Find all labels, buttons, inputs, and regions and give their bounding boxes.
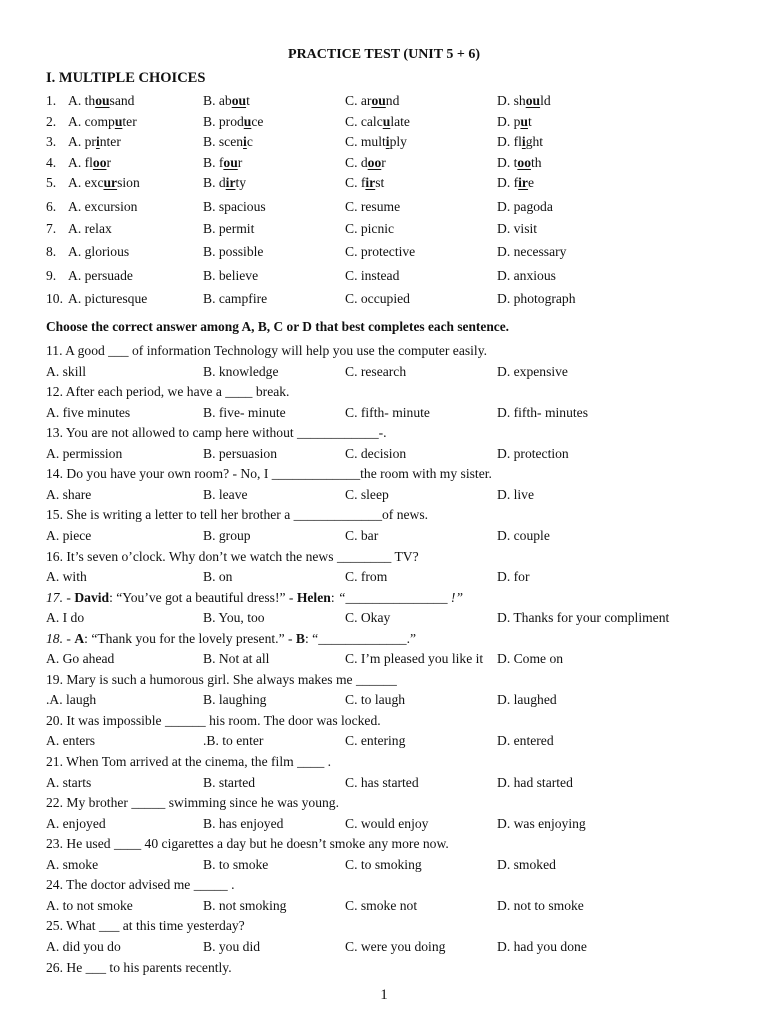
option-a: A. Go ahead	[46, 651, 115, 667]
option-b: .B. to enter	[203, 733, 264, 749]
option-c: C. picnic	[345, 221, 395, 236]
question-text: 23. He used ____ 40 cigarettes a day but he doesn’t smoke any more now.	[46, 836, 449, 852]
option-a: A. picturesque	[68, 291, 148, 306]
option-a: A. permission	[46, 445, 123, 461]
option-c: C. occupied	[345, 291, 410, 306]
option-b: B. dirty	[203, 175, 247, 191]
option-d: D. live	[497, 486, 534, 502]
option-d: D. Come on	[497, 651, 564, 667]
option-b: B. knowledge	[203, 363, 279, 379]
question-text: 14. Do you have your own room? - No, I _____________the room with my sister.	[46, 466, 492, 482]
option-a: .A. laugh	[46, 692, 97, 708]
pronunciation-row	[0, 174, 768, 192]
option-b: B. leave	[203, 486, 248, 502]
option-d: D. protection	[497, 445, 569, 461]
pronunciation-row	[0, 154, 768, 172]
option-c: C. protective	[345, 244, 416, 259]
page-number: 1	[380, 987, 388, 1003]
question-text: 19. Mary is such a humorous girl. She always makes me ______	[46, 671, 397, 687]
option-c: C. would enjoy	[345, 815, 429, 831]
option-b: B. on	[203, 569, 233, 585]
option-d: D. fire	[497, 175, 535, 191]
question-number: 3.	[46, 134, 57, 150]
instruction: Choose the correct answer among A, B, C or D that best completes each sentence.	[46, 319, 510, 334]
option-d: D. Thanks for your compliment	[497, 610, 670, 626]
option-c: C. were you doing	[345, 938, 446, 954]
option-a: A. enters	[46, 733, 96, 749]
question-number: 6.	[46, 199, 57, 214]
answer-options-row	[0, 938, 768, 956]
question-number: 2.	[46, 113, 57, 129]
option-b: B. four	[203, 154, 243, 170]
answer-options-row	[0, 774, 768, 792]
question-text: 26. He ___ to his parents recently.	[46, 959, 232, 975]
option-d: D. not to smoke	[497, 897, 584, 913]
answer-options-row	[0, 404, 768, 422]
question-number: 10.	[46, 291, 63, 306]
option-d: D. fifth- minutes	[497, 404, 588, 420]
option-d: D. for	[497, 569, 530, 585]
option-a: A. five minutes	[46, 404, 131, 420]
option-d: D. visit	[497, 221, 538, 236]
option-a: A. share	[46, 486, 92, 502]
answer-options-row	[0, 815, 768, 833]
answer-options-row	[0, 650, 768, 668]
option-d: D. necessary	[497, 244, 567, 259]
option-b: B. scenic	[203, 134, 253, 150]
option-d: D. laughed	[497, 692, 557, 708]
stress-row	[0, 220, 768, 238]
option-a: A. enjoyed	[46, 815, 106, 831]
question-number: 5.	[46, 175, 57, 191]
pronunciation-row	[0, 133, 768, 151]
answer-options-row	[0, 486, 768, 504]
option-a: A. computer	[68, 113, 137, 129]
option-b: B. persuasion	[203, 445, 278, 461]
option-a: A. starts	[46, 774, 92, 790]
question-text: 17. - David: “You’ve got a beautiful dress!” - Helen: “_______________ !”	[46, 589, 463, 605]
question-text: 16. It’s seven o’clock. Why don’t we watch the news ________ TV?	[46, 548, 419, 564]
option-c: C. I’m pleased you like it	[345, 651, 484, 667]
option-a: A. smoke	[46, 856, 99, 872]
question-text: 11. A good ___ of information Technology will help you use the computer easily.	[46, 343, 488, 358]
option-b: B. laughing	[203, 692, 267, 708]
option-c: C. decision	[345, 445, 407, 461]
option-b: B. possible	[203, 244, 264, 259]
question-text: 22. My brother _____ swimming since he was young.	[46, 795, 339, 811]
stress-row	[0, 290, 768, 308]
answer-options-row	[0, 732, 768, 750]
option-a: A. relax	[68, 221, 112, 236]
option-a: A. persuade	[68, 268, 133, 283]
option-b: B. to smoke	[203, 856, 269, 872]
option-d: D. photograph	[497, 291, 576, 306]
question-text: 13. You are not allowed to camp here without ____________-.	[46, 425, 387, 441]
option-c: C. door	[345, 154, 386, 170]
option-d: D. should	[497, 93, 551, 108]
option-c: C. sleep	[345, 486, 389, 502]
answer-options-row	[0, 691, 768, 709]
option-d: D. expensive	[497, 363, 568, 379]
option-a: A. excursion	[68, 199, 138, 214]
option-a: A. skill	[46, 363, 87, 379]
option-c: C. multiply	[345, 134, 407, 150]
option-b: B. spacious	[203, 199, 266, 214]
option-a: A. with	[46, 569, 87, 585]
question-number: 9.	[46, 268, 57, 283]
option-a: A. excursion	[68, 175, 140, 191]
option-b: B. group	[203, 527, 251, 543]
question-number: 1.	[46, 93, 57, 108]
answer-options-row	[0, 527, 768, 545]
option-b: B. started	[203, 774, 256, 790]
option-b: B. has enjoyed	[203, 815, 284, 831]
option-d: D. was enjoying	[497, 815, 586, 831]
question-text: 21. When Tom arrived at the cinema, the film ____ .	[46, 754, 332, 769]
answer-options-row	[0, 568, 768, 586]
option-c: C. resume	[345, 199, 401, 214]
option-d: D. entered	[497, 733, 554, 749]
option-c: C. from	[345, 569, 388, 585]
option-d: D. smoked	[497, 856, 556, 872]
option-d: D. pagoda	[497, 199, 553, 214]
option-d: D. couple	[497, 527, 550, 543]
option-c: C. Okay	[345, 610, 391, 626]
option-c: C. to smoking	[345, 856, 422, 872]
option-b: B. about	[203, 93, 250, 108]
option-b: B. Not at all	[203, 651, 270, 667]
option-c: C. instead	[345, 268, 400, 283]
option-c: C. fifth- minute	[345, 404, 430, 420]
option-c: C. smoke not	[345, 897, 418, 913]
option-a: A. printer	[68, 134, 121, 150]
option-d: D. tooth	[497, 154, 542, 170]
option-d: D. anxious	[497, 268, 556, 283]
option-c: C. bar	[345, 527, 379, 543]
question-number: 4.	[46, 154, 57, 170]
question-text: 18. - A: “Thank you for the lovely present.” - B: “_____________.”	[46, 630, 417, 646]
question-text: 25. What ___ at this time yesterday?	[46, 918, 245, 934]
option-b: B. produce	[203, 113, 264, 129]
answer-options-row	[0, 445, 768, 463]
option-b: B. believe	[203, 268, 259, 283]
question-number: 8.	[46, 244, 57, 259]
option-a: A. piece	[46, 527, 92, 543]
option-d: D. had you done	[497, 938, 587, 954]
option-a: A. thousand	[68, 93, 135, 108]
option-d: D. flight	[497, 134, 544, 150]
option-b: B. you did	[203, 938, 261, 954]
option-c: C. entering	[345, 733, 406, 749]
question-text: 20. It was impossible ______ his room. The door was locked.	[46, 712, 381, 728]
option-a: A. I do	[46, 610, 85, 626]
pronunciation-row	[0, 113, 768, 131]
option-c: C. first	[345, 175, 385, 191]
option-b: B. not smoking	[203, 897, 287, 913]
option-c: C. to laugh	[345, 692, 406, 708]
stress-row	[0, 243, 768, 261]
answer-options-row	[0, 856, 768, 874]
answer-options-row	[0, 363, 768, 381]
option-a: A. to not smoke	[46, 897, 133, 913]
question-text: 12. After each period, we have a ____ break.	[46, 384, 290, 400]
stress-row	[0, 198, 768, 216]
option-c: C. has started	[345, 774, 419, 790]
option-c: C. around	[345, 93, 400, 108]
option-c: C. calculate	[345, 113, 410, 129]
page-title: PRACTICE TEST (UNIT 5 + 6)	[288, 47, 480, 62]
option-b: B. permit	[203, 221, 255, 236]
question-text: 15. She is writing a letter to tell her brother a _____________of news.	[46, 507, 429, 523]
question-number: 7.	[46, 221, 57, 236]
option-b: B. campfire	[203, 291, 268, 306]
option-b: B. You, too	[203, 610, 265, 626]
option-a: A. floor	[68, 154, 112, 170]
section-heading: I. MULTIPLE CHOICES	[46, 70, 206, 86]
question-text: 24. The doctor advised me _____ .	[46, 877, 235, 893]
option-c: C. research	[345, 363, 407, 379]
pronunciation-row	[0, 92, 768, 110]
option-a: A. glorious	[68, 244, 130, 259]
option-d: D. had started	[497, 774, 573, 790]
stress-row	[0, 267, 768, 285]
option-d: D. put	[497, 113, 532, 129]
option-b: B. five- minute	[203, 404, 286, 420]
option-a: A. did you do	[46, 938, 121, 954]
answer-options-row	[0, 897, 768, 915]
answer-options-row	[0, 609, 768, 627]
